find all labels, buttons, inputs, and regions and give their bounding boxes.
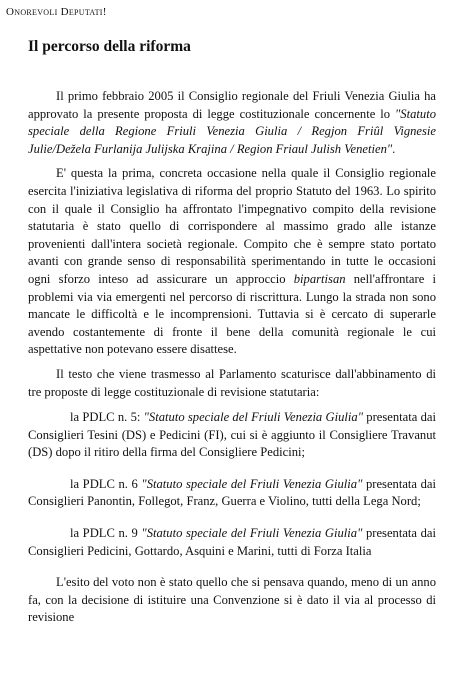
- list-item-statute-title: "Statuto speciale del Friuli Venezia Giulia": [143, 410, 363, 425]
- list-item-text: presentata dai Consiglieri Tesini (DS) e Pedicini (FI), cui si è aggiunto il Consigliere Travanut (DS) dopo il ritiro della firma del Consigliere Pedicini;: [28, 410, 436, 460]
- list-item-text: presentata dai Consiglieri Panontin, Follegot, Franz, Guerra e Violino, tutti della Lega Nord;: [28, 476, 436, 509]
- page-header: Onorevoli Deputati!: [6, 6, 107, 18]
- section-title: Il percorso della riforma: [28, 38, 191, 55]
- list-item-prefix: la PDLC n. 9: [70, 526, 142, 541]
- list-item-statute-title: "Statuto speciale del Friuli Venezia Giulia": [141, 476, 363, 491]
- paragraph-3: Il testo che viene trasmesso al Parlamento scaturisce dall'abbinamento di tre proposte di legge costituzionale di revisione statutaria:: [28, 366, 436, 399]
- paragraph-2-end: nell'affrontare i problemi via via emergenti nel percorso di riscrittura. Lungo la strada non sono mancate le difficoltà e le incomprensioni. Tuttavia si è cercato di superarle avendo costantemente di fronte il bene della comunità regionale le cui aspettative non potevano essere disattese.: [28, 271, 436, 357]
- list-item-text: presentata dai Consiglieri Pedicini, Gottardo, Asquini e Marini, tutti di Forza Italia: [28, 526, 436, 558]
- list-item-pdlc-5: [28, 409, 436, 462]
- list-item-pdlc-9: [28, 525, 436, 560]
- paragraph-1-text: Il primo febbraio 2005 il Consiglio regionale del Friuli Venezia Giulia ha approvato la presente proposta di legge costituzionale concernente lo: [28, 89, 436, 121]
- paragraph-2: [28, 165, 436, 359]
- paragraph-2-text: E' questa la prima, concreta occasione nella quale il Consiglio regionale esercita l'iniziativa legislativa di riforma del proprio Statuto del 1963. Lo spirito con il quale il Consiglio ha affrontato l'impegnativo compito della revisione statutaria è stato quello di corrispondere al massimo grado alle istanze provenienti dall'intera società regionale. Compito che è sempre stato portato avanti con grande senso di responsabilità sperimentando in tutte le occasioni ogni sforzo inteso ad assicurare un approccio: [28, 166, 436, 286]
- list-item-statute-title: "Statuto speciale del Friuli Venezia Giulia": [141, 526, 363, 541]
- bipartisan-term: bipartisan: [293, 271, 346, 286]
- paragraph-4: L'esito del voto non è stato quello che si pensava quando, meno di un anno fa, con la decisione di istituire una Convenzione si è dato il via al processo di revisione: [28, 575, 436, 625]
- list-item-pdlc-6: [28, 476, 436, 511]
- statute-title: "Statuto speciale della Regione Friuli Venezia Giulia / Regjon Friûl Vignesie Julie/Dežela Furlanija Julijska Krajina / Region Friaul Julish Venetien": [28, 106, 436, 156]
- document-body: [28, 88, 436, 634]
- list-item-prefix: la PDLC n. 5:: [70, 410, 144, 425]
- paragraph-1: [28, 88, 436, 158]
- paragraph-1-end: .: [392, 141, 396, 156]
- list-item-prefix: la PDLC n. 6: [70, 476, 142, 491]
